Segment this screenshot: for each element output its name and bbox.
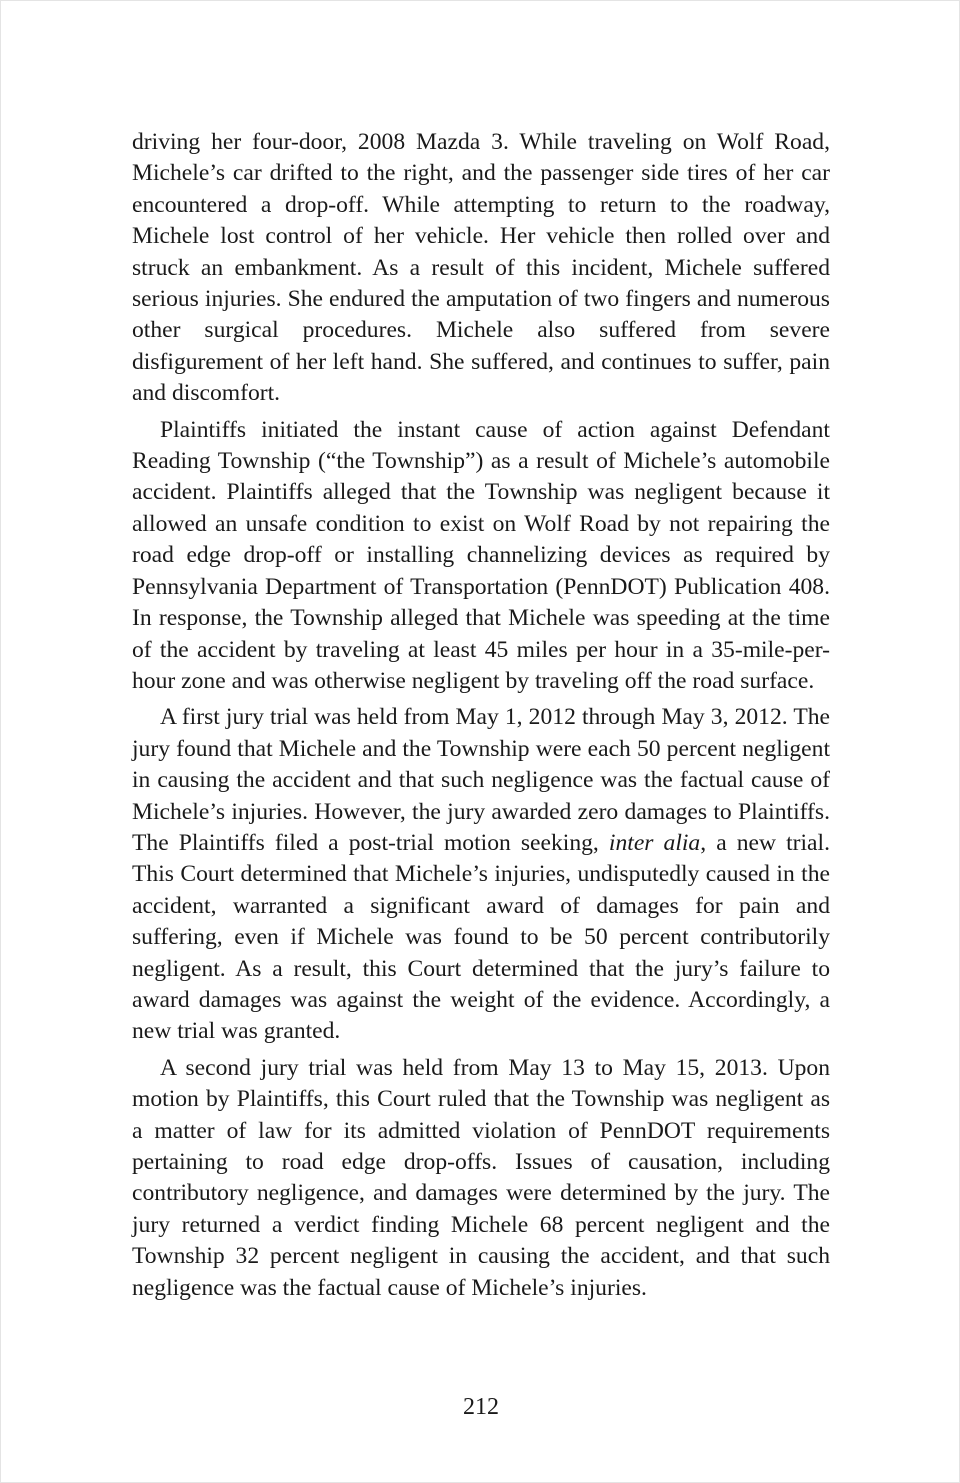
italic-inter-alia: inter alia	[608, 829, 701, 856]
paragraph-continued: driving her four-door, 2008 Mazda 3. While traveling on Wolf Road, Michele’s car drifted to the right, and the passenger side tires of her car encountered a drop-off. While attempting to return to the roadway, Michele lost control of her vehicle. Her vehicle then rolled over and struck an embankment. As a result of this incident, Michele suffered serious injuries. She endured the amputation of two fingers and numerous other surgical procedures. Michele also suffered from severe disfigurement of her left hand. She suffered, and continues to suffer, pain and discomfort.	[132, 129, 830, 407]
first-trial-text-b: , a new trial. This Court determined that Michele’s injuries, undisputedly caused in the accident, warranted a significant award of damages for pain and suffering, even if Michele was found to be 50 percent contributorily negligent. As a result, this Court determined that the jury’s failure to award damages was against the weight of the evidence. Accordingly, a new trial was granted.	[132, 829, 830, 1045]
first-trial-text-a: A first jury trial was held from May 1, 2012 through May 3, 2012. The jury found that Michele and the Township were each 50 percent negligent in causing the accident and that such negligence was the factual cause of Michele’s injuries. However, the jury awarded zero damages to Plaintiffs. The Plaintiffs filed a post-trial motion seeking,	[132, 704, 830, 856]
body-text	[132, 127, 830, 1309]
paragraph-plaintiffs-action: Plaintiffs initiated the instant cause of action against Defendant Reading Township (“the Township”) as a result of Michele’s automobile accident. Plaintiffs alleged that the Township was negligent because it allowed an unsafe condition to exist on Wolf Road by not repairing the road edge drop-off or installing channelizing devices as required by Pennsylvania Department of Transportation (PennDOT) Publication 408. In response, the Township alleged that Michele was speeding at the time of the accident by traveling at least 45 miles per hour in a 35-mile-per-hour zone and was otherwise negligent by traveling off the road surface.	[132, 416, 830, 694]
paragraph-second-trial: A second jury trial was held from May 13 to May 15, 2013. Upon motion by Plaintiffs, this Court ruled that the Township was negligent as a matter of law for its admitted violation of PennDOT requirements pertaining to road edge drop-offs. Issues of causation, including contributory negligence, and damages were determined by the jury. The jury returned a verdict finding Michele 68 percent negligent and the Township 32 percent negligent in causing the accident, and that such negligence was the factual cause of Michele’s injuries.	[132, 1054, 830, 1301]
page-number: 212	[463, 1394, 499, 1420]
paragraph-first-trial	[132, 702, 830, 1047]
